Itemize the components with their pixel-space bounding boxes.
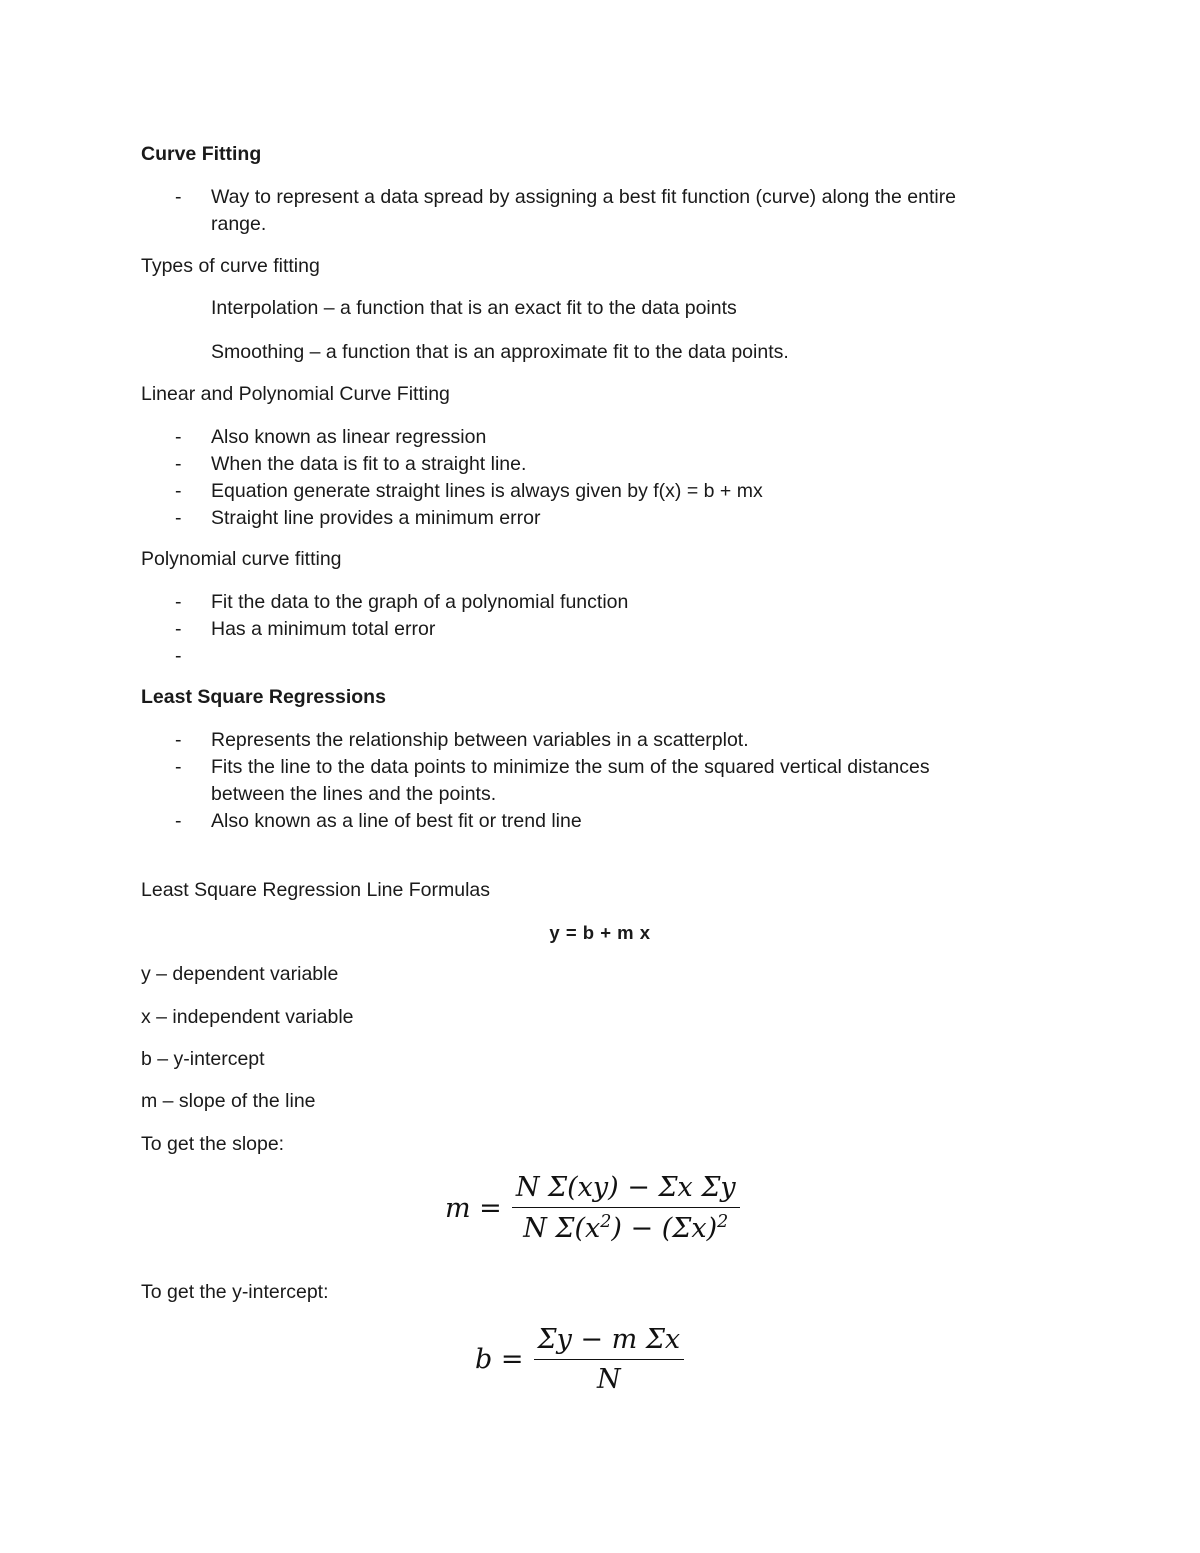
intercept-formula-lhs: b = <box>475 1344 524 1375</box>
intercept-formula <box>475 1324 684 1395</box>
slope-label: To get the slope: <box>141 1133 285 1155</box>
slope-fraction <box>512 1172 740 1244</box>
bullet-text: Straight line provides a minimum error <box>211 507 541 529</box>
slope-den-sup1: 2 <box>600 1212 612 1232</box>
intercept-denominator: N <box>597 1364 621 1395</box>
bullet-dash: - <box>175 645 182 667</box>
bullet-text: Fits the line to the data points to minimize the sum of the squared vertical distances <box>211 756 930 778</box>
definition-y: y – dependent variable <box>141 963 339 985</box>
bullet-text-continued: between the lines and the points. <box>211 783 497 805</box>
bullet-dash: - <box>175 186 182 208</box>
slope-denominator <box>512 1208 740 1244</box>
slope-formula-lhs: m = <box>445 1192 502 1224</box>
bullet-dash: - <box>175 480 182 502</box>
definition-b: b – y-intercept <box>141 1048 265 1070</box>
definition-m: m – slope of the line <box>141 1090 316 1112</box>
slope-numerator: N Σ(xy) − Σx Σy <box>512 1172 740 1208</box>
intercept-label: To get the y-intercept: <box>141 1281 329 1303</box>
bullet-dash: - <box>175 507 182 529</box>
section-title-linear: Linear and Polynomial Curve Fitting <box>141 383 450 405</box>
slope-den-pre: N Σ(x <box>523 1213 601 1244</box>
section-title-curve-fitting: Curve Fitting <box>141 143 262 165</box>
type-item-smoothing: Smoothing – a function that is an approximate fit to the data points. <box>211 341 789 363</box>
bullet-text: Represents the relationship between variables in a scatterplot. <box>211 729 749 751</box>
bullet-text: Also known as a line of best fit or trend line <box>211 810 582 832</box>
section-title-types: Types of curve fitting <box>141 255 320 277</box>
bullet-text: Fit the data to the graph of a polynomial function <box>211 591 629 613</box>
bullet-dash: - <box>175 426 182 448</box>
bullet-text: Way to represent a data spread by assigning a best fit function (curve) along the entire <box>211 186 957 208</box>
intercept-numerator: Σy − m Σx <box>534 1324 685 1360</box>
bullet-dash: - <box>175 618 182 640</box>
bullet-dash: - <box>175 729 182 751</box>
slope-den-mid: ) − (Σx) <box>611 1213 718 1244</box>
section-title-formulas: Least Square Regression Line Formulas <box>141 879 491 901</box>
bullet-dash: - <box>175 591 182 613</box>
bullet-dash: - <box>175 810 182 832</box>
intercept-fraction <box>534 1324 685 1395</box>
type-item-interpolation: Interpolation – a function that is an exact fit to the data points <box>211 297 737 319</box>
section-title-polynomial: Polynomial curve fitting <box>141 548 342 570</box>
regression-equation: y = b + m x <box>549 922 651 943</box>
bullet-text: Equation generate straight lines is always given by f(x) = b + mx <box>211 480 763 502</box>
slope-formula <box>445 1172 740 1244</box>
bullet-text-continued: range. <box>211 213 267 235</box>
bullet-text: Has a minimum total error <box>211 618 436 640</box>
slope-den-sup2: 2 <box>717 1212 729 1232</box>
bullet-text: Also known as linear regression <box>211 426 487 448</box>
definition-x: x – independent variable <box>141 1006 354 1028</box>
bullet-dash: - <box>175 453 182 475</box>
bullet-dash: - <box>175 756 182 778</box>
section-title-least-square: Least Square Regressions <box>141 686 386 708</box>
bullet-text: When the data is fit to a straight line. <box>211 453 527 475</box>
